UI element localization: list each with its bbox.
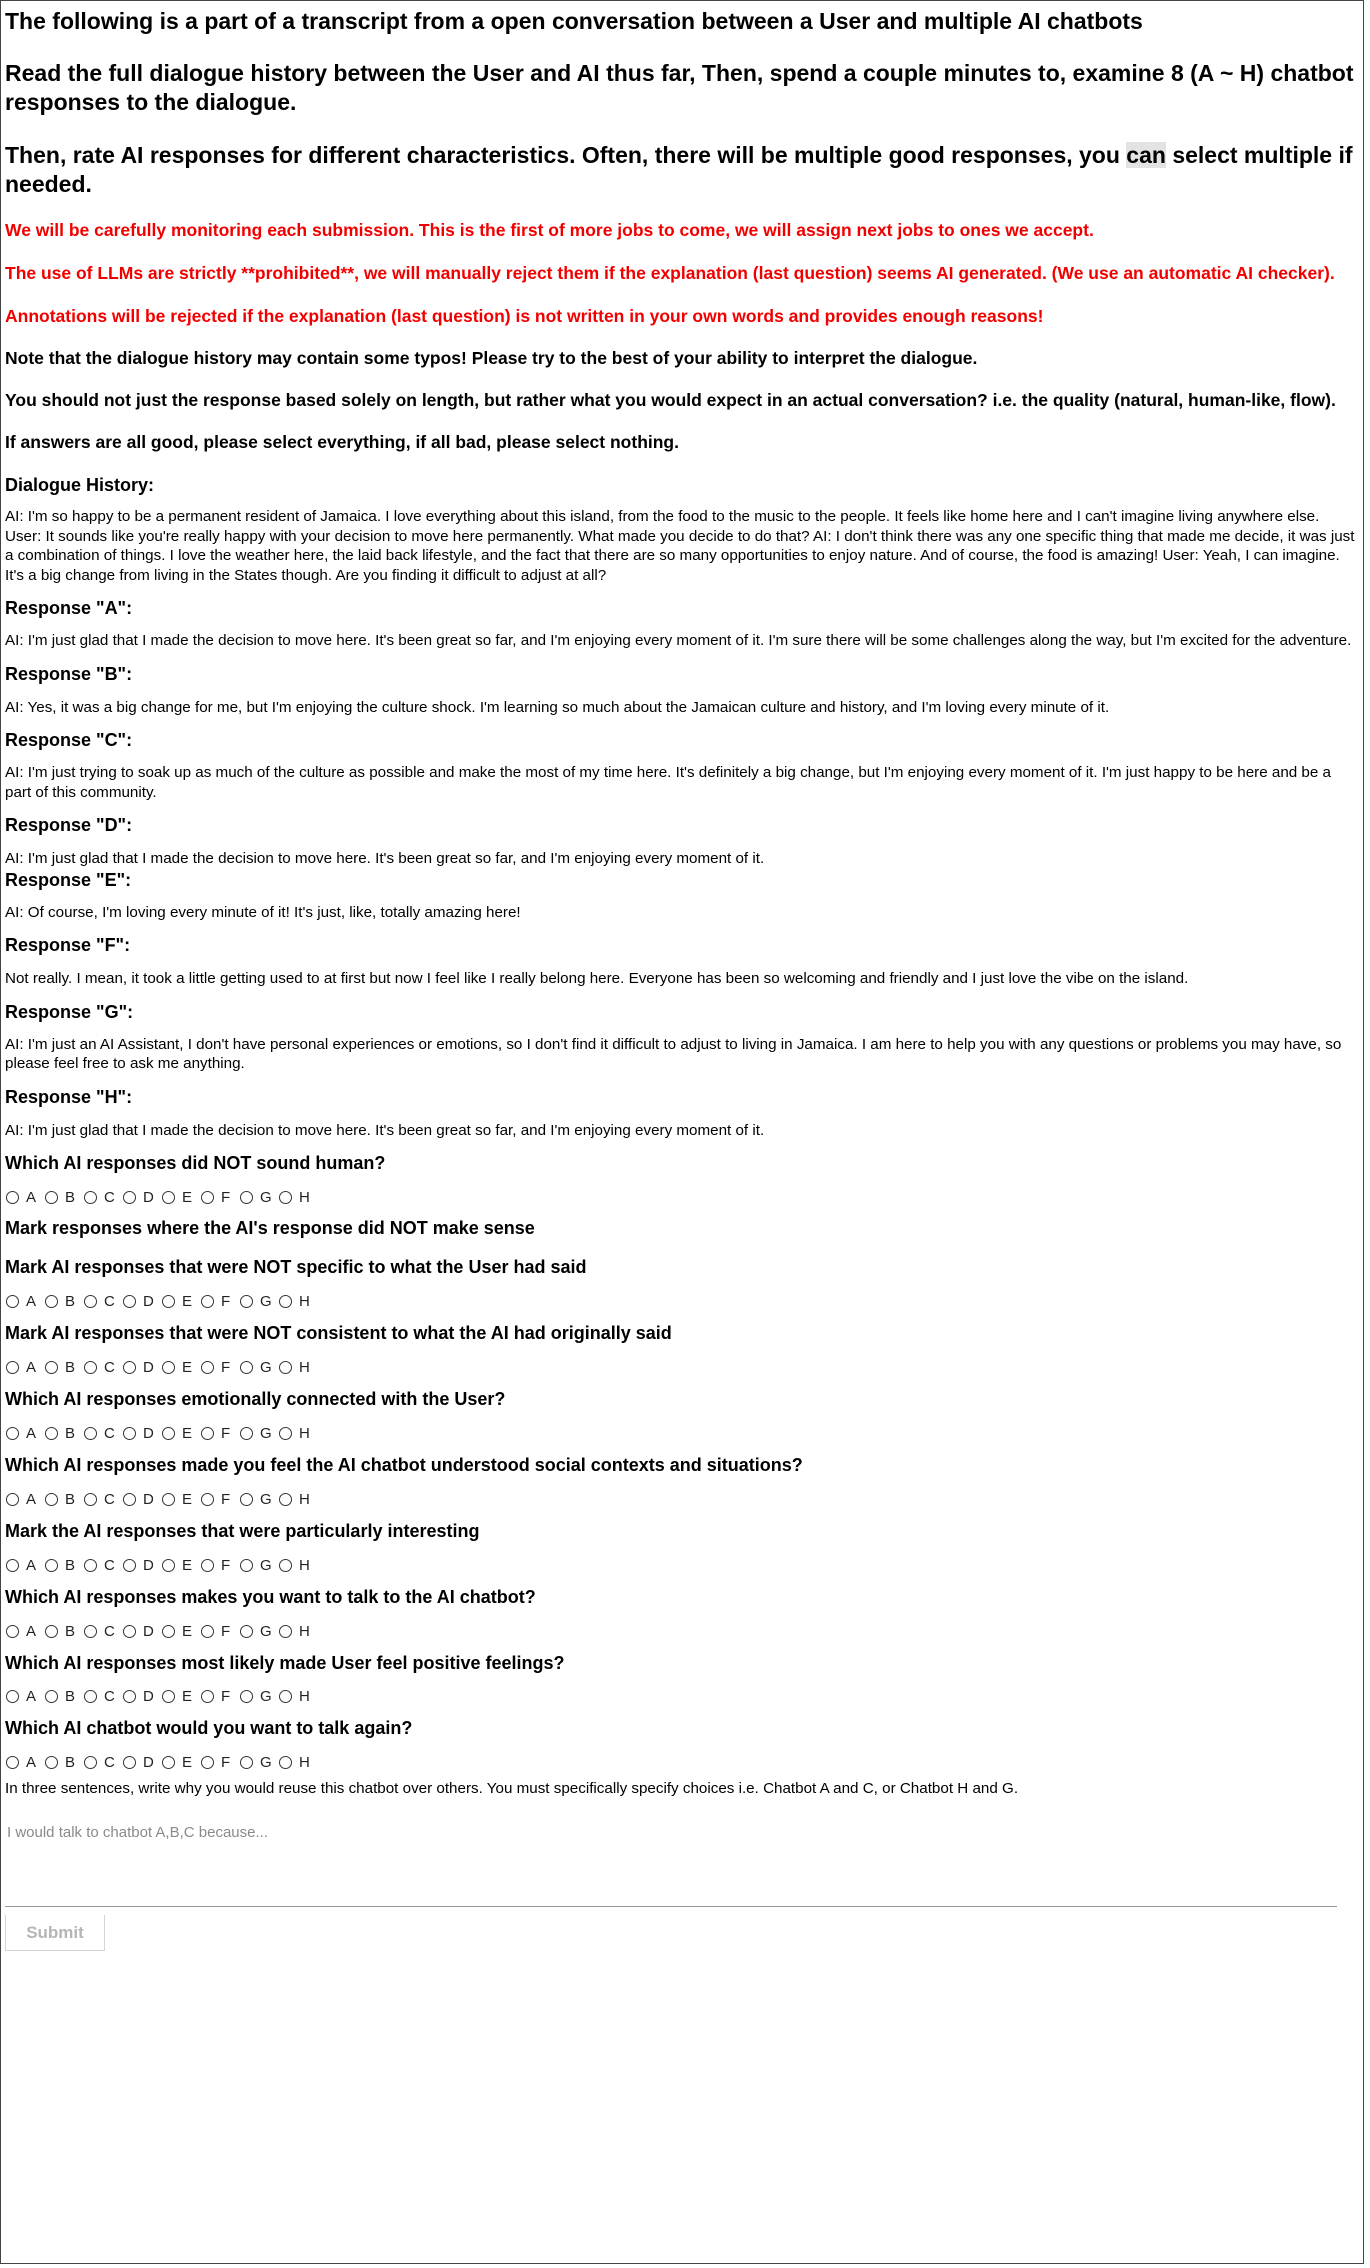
radio-circle-icon[interactable] [162,1690,175,1703]
option-a[interactable] [5,1557,44,1574]
option-h[interactable] [278,1425,317,1442]
response-f-text: Not really. I mean, it took a little getting used to at first but now I feel like I really belong here. Everyone has been so welcoming and friendly and I just love the vibe on the island. [5,970,1189,987]
option-b[interactable] [44,1754,83,1771]
options-positive-feelings [5,1685,1359,1707]
question-positive-feelings: Which AI responses most likely made User feel positive feelings? [5,1653,565,1673]
option-a[interactable] [5,1623,44,1640]
explanation-textarea[interactable] [5,1812,1337,1907]
option-label: D [143,1188,154,1206]
option-label: F [221,1622,231,1640]
option-label: H [299,1687,310,1705]
submit-button[interactable]: Submit [5,1915,105,1951]
option-label: D [143,1490,154,1508]
option-f[interactable] [200,1293,239,1310]
radio-circle-icon[interactable] [45,1361,58,1374]
options-not-specific [5,1290,1359,1312]
question-emotional: Which AI responses emotionally connected with the User? [5,1389,506,1409]
option-b[interactable] [44,1623,83,1640]
option-c[interactable] [83,1754,122,1771]
option-c[interactable] [83,1293,122,1310]
option-e[interactable] [161,1425,200,1442]
option-d[interactable] [122,1189,161,1206]
radio-circle-icon[interactable] [45,1191,58,1204]
radio-circle-icon[interactable] [45,1493,58,1506]
response-c-text: AI: I'm just trying to soak up as much of the culture as possible and make the most of my time here. It's definitely a big change, but I'm enjoying every moment of it. I'm just happy to be here and be a part of this community. [5,764,1331,801]
radio-circle-icon[interactable] [279,1361,292,1374]
option-b[interactable] [44,1293,83,1310]
option-a[interactable] [5,1491,44,1508]
option-label: C [104,1753,115,1771]
option-label: B [65,1358,76,1376]
option-label: B [65,1188,76,1206]
option-f[interactable] [200,1688,239,1705]
option-g[interactable] [239,1688,278,1705]
option-label: E [182,1292,193,1310]
option-e[interactable] [161,1293,200,1310]
response-g-text: AI: I'm just an AI Assistant, I don't have personal experiences or emotions, so I don't find it difficult to adjust to living in Jamaica. I am here to help you with any questions or problems you may have, so please feel free to ask me anything. [5,1035,1342,1072]
radio-circle-icon[interactable] [123,1427,136,1440]
note-length: You should not just the response based solely on length, but rather what you would expect in an actual conversation? i.e. the quality (natural, human-like, flow). [5,390,1336,410]
radio-circle-icon[interactable] [240,1191,253,1204]
option-a[interactable] [5,1189,44,1206]
warning-rejection: Annotations will be rejected if the explanation (last question) is not written in your own words and provides enough reasons! [5,306,1044,326]
option-d[interactable] [122,1425,161,1442]
response-a-text: AI: I'm just glad that I made the decision to move here. It's been great so far, and I'm enjoying every moment of it. I'm sure there will be some challenges along the way, but I'm excited for the adventure. [5,632,1352,649]
radio-circle-icon[interactable] [240,1427,253,1440]
option-label: G [260,1490,272,1508]
radio-circle-icon[interactable] [84,1625,97,1638]
option-a[interactable] [5,1359,44,1376]
instructions-heading: Read the full dialogue history between the User and AI thus far, Then, spend a couple minutes to, examine 8 (A ~ H) chatbot responses to the dialogue. [5,60,1354,115]
radio-circle-icon[interactable] [6,1559,19,1572]
radio-circle-icon[interactable] [279,1295,292,1308]
warning-llm: The use of LLMs are strictly **prohibited**, we will manually reject them if the explanation (last question) seems AI generated. (We use an automatic AI checker). [5,263,1335,283]
note-typos: Note that the dialogue history may contain some typos! Please try to the best of your ability to interpret the dialogue. [5,348,978,368]
radio-circle-icon[interactable] [162,1756,175,1769]
option-h[interactable] [278,1491,317,1508]
option-label: B [65,1490,76,1508]
option-label: A [26,1556,37,1574]
option-b[interactable] [44,1557,83,1574]
option-label: A [26,1188,37,1206]
option-h[interactable] [278,1688,317,1705]
dialogue-history-text: AI: I'm so happy to be a permanent resident of Jamaica. I love everything about this island, from the food to the music to the people. It feels like home here and I can't imagine living anywhere else. User: It sounds like you're really happy with your decision to move here permanently. What made you decide to do that? AI: I don't think there was any one specific thing that made me decide, it was just a combination of things. I love the weather here, the laid back lifestyle, and the fact that there are so many opportunities to enjoy nature. And of course, the food is amazing! User: Yeah, I can imagine. It's a big change from living in the States though. Are you finding it difficult to adjust at all? [5,508,1355,584]
radio-circle-icon[interactable] [279,1559,292,1572]
highlighted-word: can [1126,142,1166,168]
option-d[interactable] [122,1557,161,1574]
dialogue-history-title: Dialogue History: [5,475,155,495]
radio-circle-icon[interactable] [6,1427,19,1440]
radio-circle-icon[interactable] [201,1690,214,1703]
option-label: D [143,1292,154,1310]
option-b[interactable] [44,1425,83,1442]
option-label: E [182,1622,193,1640]
radio-circle-icon[interactable] [6,1295,19,1308]
option-c[interactable] [83,1688,122,1705]
radio-circle-icon[interactable] [123,1756,136,1769]
option-label: H [299,1753,310,1771]
response-e-title: Response "E": [5,869,132,890]
radio-circle-icon[interactable] [84,1690,97,1703]
option-h[interactable] [278,1293,317,1310]
radio-circle-icon[interactable] [6,1361,19,1374]
option-label: C [104,1424,115,1442]
option-d[interactable] [122,1754,161,1771]
option-label: C [104,1556,115,1574]
radio-circle-icon[interactable] [123,1361,136,1374]
radio-circle-icon[interactable] [162,1191,175,1204]
response-d-text: AI: I'm just glad that I made the decision to move here. It's been great so far, and I'm enjoying every moment of it. [5,850,765,867]
option-label: C [104,1490,115,1508]
radio-circle-icon[interactable] [201,1361,214,1374]
radio-circle-icon[interactable] [279,1690,292,1703]
option-label: B [65,1424,76,1442]
option-label: E [182,1490,193,1508]
radio-circle-icon[interactable] [240,1690,253,1703]
option-d[interactable] [122,1688,161,1705]
option-e[interactable] [161,1491,200,1508]
response-f-title: Response "F": [5,935,131,955]
option-c[interactable] [83,1425,122,1442]
radio-circle-icon[interactable] [6,1690,19,1703]
options-not-human [5,1186,1359,1208]
option-label: F [221,1556,231,1574]
response-c-title: Response "C": [5,730,133,750]
radio-circle-icon[interactable] [123,1625,136,1638]
option-c[interactable] [83,1557,122,1574]
radio-circle-icon[interactable] [123,1191,136,1204]
option-g[interactable] [239,1359,278,1376]
option-label: C [104,1188,115,1206]
radio-circle-icon[interactable] [45,1427,58,1440]
option-a[interactable] [5,1425,44,1442]
option-e[interactable] [161,1623,200,1640]
option-label: E [182,1556,193,1574]
radio-circle-icon[interactable] [45,1756,58,1769]
option-label: G [260,1753,272,1771]
option-b[interactable] [44,1491,83,1508]
question-not-human: Which AI responses did NOT sound human? [5,1153,386,1173]
options-not-consistent [5,1356,1359,1378]
response-h-text: AI: I'm just glad that I made the decision to move here. It's been great so far, and I'm enjoying every moment of it. [5,1121,765,1139]
option-b[interactable] [44,1359,83,1376]
option-label: B [65,1292,76,1310]
option-label: D [143,1753,154,1771]
radio-circle-icon[interactable] [201,1295,214,1308]
radio-circle-icon[interactable] [279,1756,292,1769]
radio-circle-icon[interactable] [162,1493,175,1506]
radio-circle-icon[interactable] [162,1559,175,1572]
option-label: H [299,1292,310,1310]
radio-circle-icon[interactable] [45,1625,58,1638]
option-h[interactable] [278,1754,317,1771]
option-g[interactable] [239,1557,278,1574]
option-a[interactable] [5,1754,44,1771]
radio-circle-icon[interactable] [84,1559,97,1572]
option-label: B [65,1753,76,1771]
option-label: H [299,1358,310,1376]
radio-circle-icon[interactable] [123,1559,136,1572]
option-c[interactable] [83,1359,122,1376]
option-h[interactable] [278,1623,317,1640]
rating-heading [5,141,1359,199]
option-d[interactable] [122,1359,161,1376]
option-g[interactable] [239,1623,278,1640]
options-interesting [5,1554,1359,1576]
response-g-title: Response "G": [5,1001,134,1022]
option-e[interactable] [161,1359,200,1376]
option-g[interactable] [239,1189,278,1206]
question-not-consistent: Mark AI responses that were NOT consistent to what the AI had originally said [5,1323,672,1343]
option-d[interactable] [122,1293,161,1310]
option-g[interactable] [239,1425,278,1442]
radio-circle-icon[interactable] [240,1559,253,1572]
radio-circle-icon[interactable] [201,1625,214,1638]
option-label: C [104,1687,115,1705]
option-label: H [299,1556,310,1574]
option-label: G [260,1622,272,1640]
option-label: A [26,1687,37,1705]
option-c[interactable] [83,1491,122,1508]
question-want-talk: Which AI responses makes you want to talk to the AI chatbot? [5,1587,536,1607]
radio-circle-icon[interactable] [279,1191,292,1204]
radio-circle-icon[interactable] [84,1756,97,1769]
radio-circle-icon[interactable] [84,1493,97,1506]
option-label: A [26,1292,37,1310]
radio-circle-icon[interactable] [162,1361,175,1374]
option-f[interactable] [200,1425,239,1442]
rating-heading-part2: select multiple if needed. [5,142,1353,197]
radio-circle-icon[interactable] [45,1295,58,1308]
radio-circle-icon[interactable] [201,1427,214,1440]
options-emotional [5,1422,1359,1444]
option-label: F [221,1188,231,1206]
option-label: G [260,1424,272,1442]
option-label: H [299,1188,310,1206]
option-h[interactable] [278,1189,317,1206]
response-a-title: Response "A": [5,598,133,618]
option-label: E [182,1753,193,1771]
option-g[interactable] [239,1754,278,1771]
option-a[interactable] [5,1688,44,1705]
option-label: F [221,1490,231,1508]
option-f[interactable] [200,1189,239,1206]
option-e[interactable] [161,1688,200,1705]
option-label: B [65,1687,76,1705]
option-a[interactable] [5,1293,44,1310]
radio-circle-icon[interactable] [162,1625,175,1638]
option-c[interactable] [83,1189,122,1206]
radio-circle-icon[interactable] [201,1559,214,1572]
radio-circle-icon[interactable] [6,1625,19,1638]
option-f[interactable] [200,1491,239,1508]
option-label: G [260,1188,272,1206]
option-label: A [26,1622,37,1640]
option-d[interactable] [122,1623,161,1640]
option-label: A [26,1424,37,1442]
option-label: G [260,1358,272,1376]
radio-circle-icon[interactable] [240,1625,253,1638]
radio-circle-icon[interactable] [279,1625,292,1638]
option-e[interactable] [161,1557,200,1574]
option-label: F [221,1687,231,1705]
radio-circle-icon[interactable] [123,1690,136,1703]
option-label: F [221,1358,231,1376]
option-label: C [104,1358,115,1376]
option-label: C [104,1622,115,1640]
warning-monitoring: We will be carefully monitoring each submission. This is the first of more jobs to come, we will assign next jobs to ones we accept. [5,220,1094,240]
radio-circle-icon[interactable] [6,1493,19,1506]
option-label: B [65,1556,76,1574]
option-label: A [26,1753,37,1771]
option-g[interactable] [239,1293,278,1310]
option-label: E [182,1424,193,1442]
option-e[interactable] [161,1189,200,1206]
option-label: D [143,1622,154,1640]
radio-circle-icon[interactable] [84,1295,97,1308]
intro-heading: The following is a part of a transcript from a open conversation between a User and multiple AI chatbots [5,8,1143,34]
radio-circle-icon[interactable] [84,1361,97,1374]
radio-circle-icon[interactable] [240,1756,253,1769]
option-e[interactable] [161,1754,200,1771]
option-label: G [260,1687,272,1705]
option-h[interactable] [278,1557,317,1574]
radio-circle-icon[interactable] [240,1361,253,1374]
option-label: G [260,1556,272,1574]
radio-circle-icon[interactable] [84,1427,97,1440]
options-want-talk [5,1620,1359,1642]
option-f[interactable] [200,1623,239,1640]
option-label: F [221,1292,231,1310]
radio-circle-icon[interactable] [279,1427,292,1440]
option-label: F [221,1753,231,1771]
question-not-specific: Mark AI responses that were NOT specific to what the User had said [5,1257,587,1277]
option-label: D [143,1556,154,1574]
option-label: G [260,1292,272,1310]
response-h-title: Response "H": [5,1086,133,1107]
response-b-title: Response "B": [5,663,133,684]
question-no-sense: Mark responses where the AI's response did NOT make sense [5,1218,535,1238]
option-label: A [26,1490,37,1508]
option-label: B [65,1622,76,1640]
radio-circle-icon[interactable] [123,1295,136,1308]
radio-circle-icon[interactable] [201,1493,214,1506]
question-talk-again: Which AI chatbot would you want to talk again? [5,1718,413,1738]
option-label: A [26,1358,37,1376]
option-label: E [182,1188,193,1206]
option-h[interactable] [278,1359,317,1376]
radio-circle-icon[interactable] [45,1690,58,1703]
option-label: D [143,1424,154,1442]
option-f[interactable] [200,1359,239,1376]
option-f[interactable] [200,1754,239,1771]
option-label: C [104,1292,115,1310]
radio-circle-icon[interactable] [162,1295,175,1308]
option-label: H [299,1424,310,1442]
rating-heading-part1: Then, rate AI responses for different characteristics. Often, there will be multiple good responses, you [5,142,1127,168]
radio-circle-icon[interactable] [240,1493,253,1506]
radio-circle-icon[interactable] [6,1756,19,1769]
option-d[interactable] [122,1491,161,1508]
radio-circle-icon[interactable] [123,1493,136,1506]
response-b-text: AI: Yes, it was a big change for me, but I'm enjoying the culture shock. I'm learning so much about the Jamaican culture and history, and I'm loving every minute of it. [5,698,1110,716]
question-interesting: Mark the AI responses that were particularly interesting [5,1521,480,1541]
radio-circle-icon[interactable] [6,1191,19,1204]
option-label: D [143,1358,154,1376]
option-label: E [182,1687,193,1705]
option-b[interactable] [44,1189,83,1206]
radio-circle-icon[interactable] [279,1493,292,1506]
radio-circle-icon[interactable] [240,1295,253,1308]
radio-circle-icon[interactable] [45,1559,58,1572]
radio-circle-icon[interactable] [201,1756,214,1769]
explanation-instruction: In three sentences, write why you would reuse this chatbot over others. You must specifically specify choices i.e. Chatbot A and C, or Chatbot H and G. [5,1780,1019,1797]
options-talk-again [5,1751,1359,1773]
radio-circle-icon[interactable] [84,1191,97,1204]
option-label: F [221,1424,231,1442]
question-social-context: Which AI responses made you feel the AI chatbot understood social contexts and situations? [5,1455,803,1475]
option-f[interactable] [200,1557,239,1574]
option-label: H [299,1490,310,1508]
radio-circle-icon[interactable] [162,1427,175,1440]
option-g[interactable] [239,1491,278,1508]
options-social-context [5,1488,1359,1510]
option-label: H [299,1622,310,1640]
option-c[interactable] [83,1623,122,1640]
option-b[interactable] [44,1688,83,1705]
radio-circle-icon[interactable] [201,1191,214,1204]
note-all-good: If answers are all good, please select everything, if all bad, please select nothing. [5,432,679,452]
response-d-title: Response "D": [5,815,133,835]
option-label: D [143,1687,154,1705]
option-label: E [182,1358,193,1376]
response-e-text: AI: Of course, I'm loving every minute of it! It's just, like, totally amazing here! [5,903,521,921]
